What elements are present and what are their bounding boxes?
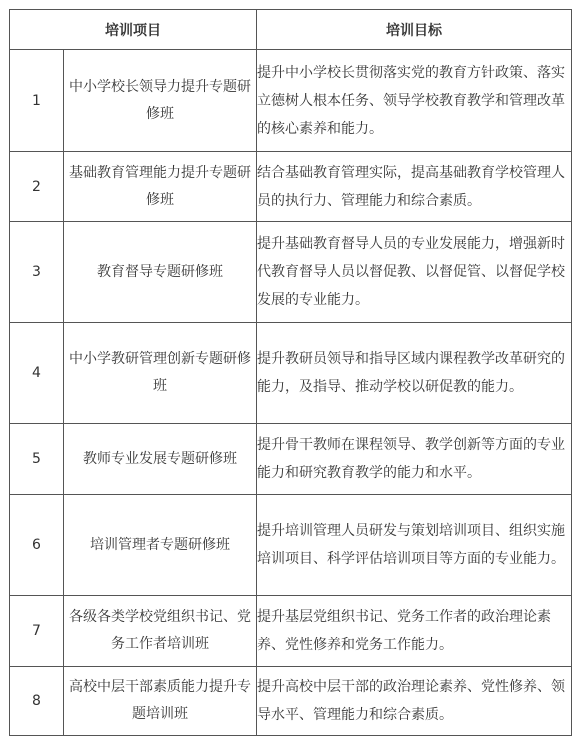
- project-name: 中小学教研管理创新专题研修班: [64, 323, 257, 424]
- project-name: 基础教育管理能力提升专题研修班: [64, 152, 257, 222]
- project-goal: 提升教研员领导和指导区域内课程教学改革研究的能力，及指导、推动学校以研促教的能力。: [257, 323, 572, 424]
- header-project: 培训项目: [10, 10, 257, 50]
- table-row: [10, 152, 572, 222]
- project-goal: 提升培训管理人员研发与策划培训项目、组织实施培训项目、科学评估培训项目等方面的专业能力。: [257, 495, 572, 596]
- row-number: 3: [10, 222, 64, 323]
- project-goal: 提升中小学校长贯彻落实党的教育方针政策、落实立德树人根本任务、领导学校教育教学和管理改革的核心素养和能力。: [257, 50, 572, 152]
- row-number: 5: [10, 424, 64, 495]
- project-name: 各级各类学校党组织书记、党务工作者培训班: [64, 596, 257, 667]
- project-name: 培训管理者专题研修班: [64, 495, 257, 596]
- project-name: 高校中层干部素质能力提升专题培训班: [64, 667, 257, 736]
- project-goal: 提升基层党组织书记、党务工作者的政治理论素养、党性修养和党务工作能力。: [257, 596, 572, 667]
- project-name: 教育督导专题研修班: [64, 222, 257, 323]
- row-number: 8: [10, 667, 64, 736]
- table-row: [10, 424, 572, 495]
- project-name: 中小学校长领导力提升专题研修班: [64, 50, 257, 152]
- project-goal: 提升骨干教师在课程领导、教学创新等方面的专业能力和研究教育教学的能力和水平。: [257, 424, 572, 495]
- table-row: [10, 495, 572, 596]
- table-row: [10, 667, 572, 736]
- row-number: 4: [10, 323, 64, 424]
- project-goal: 提升高校中层干部的政治理论素养、党性修养、领导水平、管理能力和综合素质。: [257, 667, 572, 736]
- project-goal: 结合基础教育管理实际，提高基础教育学校管理人员的执行力、管理能力和综合素质。: [257, 152, 572, 222]
- project-goal: 提升基础教育督导人员的专业发展能力，增强新时代教育督导人员以督促教、以督促管、以督促学校发展的专业能力。: [257, 222, 572, 323]
- table-row: [10, 323, 572, 424]
- training-table: [9, 9, 572, 736]
- row-number: 1: [10, 50, 64, 152]
- table-row: [10, 50, 572, 152]
- row-number: 6: [10, 495, 64, 596]
- table-row: [10, 222, 572, 323]
- row-number: 7: [10, 596, 64, 667]
- row-number: 2: [10, 152, 64, 222]
- table-row: [10, 596, 572, 667]
- header-row: [10, 10, 572, 50]
- header-goal: 培训目标: [257, 10, 572, 50]
- project-name: 教师专业发展专题研修班: [64, 424, 257, 495]
